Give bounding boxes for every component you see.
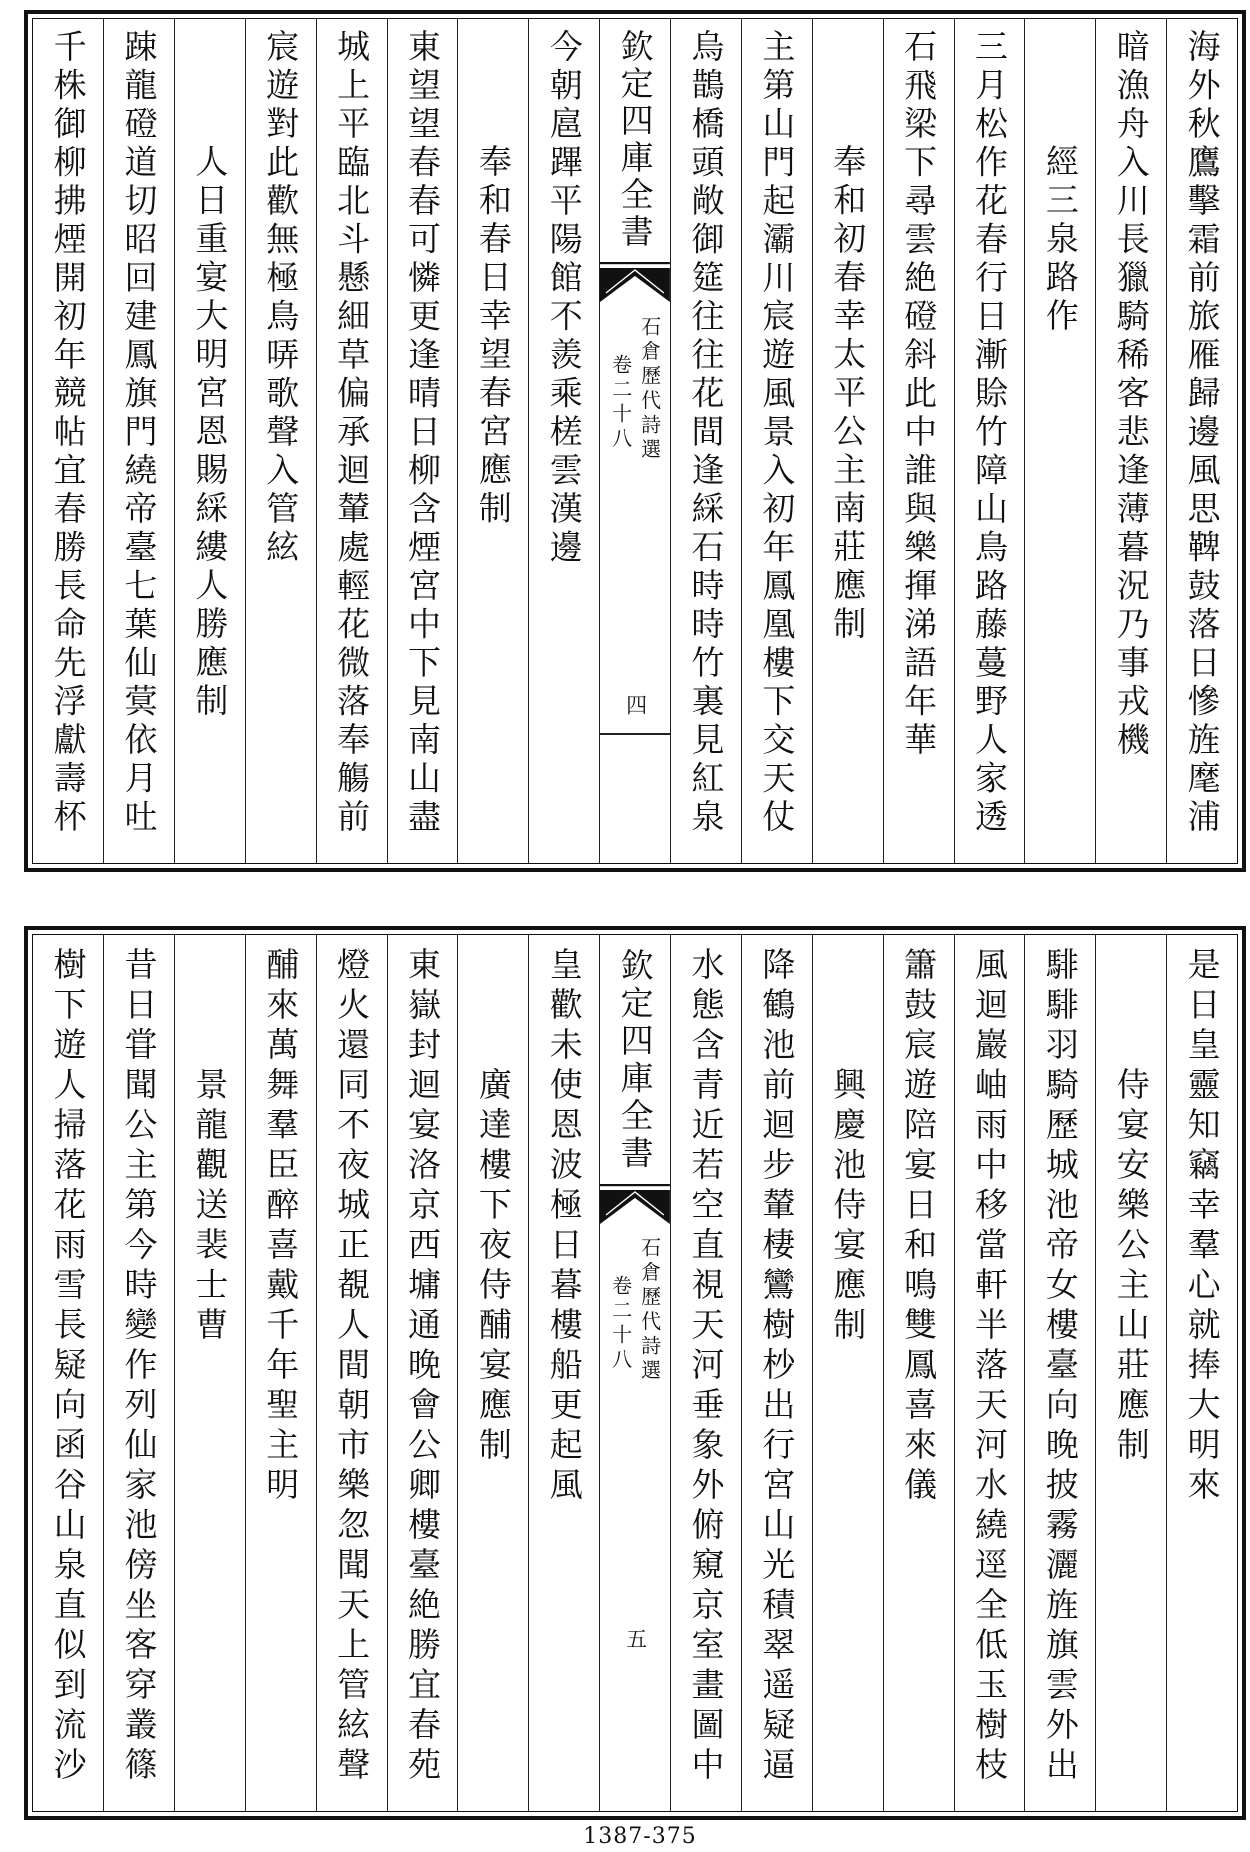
- center-column: [599, 19, 670, 863]
- collection-title: 石倉歷代詩選: [637, 1237, 662, 1384]
- verse-line: 城上平臨北斗懸細草偏承迴輦處輕花微落奉觴前: [332, 29, 372, 838]
- text-column: [316, 19, 387, 863]
- poem-title: 奉和初春幸太平公主南莊應制: [828, 144, 868, 645]
- upper-folio-frame: [32, 18, 1238, 864]
- verse-line: 騑騑羽騎歷城池帝女樓臺向晚披霧灑旌旗雲外出: [1040, 947, 1080, 1787]
- text-column: [103, 19, 174, 863]
- text-column: [457, 935, 528, 1811]
- verse-line: 東嶽封迴宴洛京西墉通晚會公卿樓臺絶勝宜春苑: [402, 947, 442, 1787]
- text-column: [670, 19, 741, 863]
- center-subtitle: [600, 316, 670, 463]
- verse-line: 樹下遊人掃落花雨雪長疑向函谷山泉直似到流沙: [48, 947, 88, 1787]
- lower-folio: [24, 926, 1246, 1820]
- text-column: [883, 935, 954, 1811]
- text-column: [1024, 19, 1095, 863]
- text-column: [883, 19, 954, 863]
- verse-line: 燈火還同不夜城正覩人間朝市樂忽聞天上管絃聲: [332, 947, 372, 1787]
- volume-label: 卷二十八: [608, 1275, 633, 1373]
- text-column: [741, 19, 812, 863]
- text-column: [387, 935, 458, 1811]
- verse-line: 今朝扈蹕平陽館不羨乘槎雲漢邊: [544, 29, 584, 568]
- fishtail-mark: [600, 262, 670, 308]
- text-column: [670, 935, 741, 1811]
- poem-title: 廣達樓下夜侍酺宴應制: [473, 1067, 513, 1467]
- verse-line: 酺來萬舞羣臣醉喜戴千年聖主明: [261, 947, 301, 1507]
- verse-line: 踈龍磴道切昭回建鳳旗門繞帝臺七葉仙蓂依月吐: [119, 29, 159, 838]
- poem-title: 人日重宴大明宮恩賜綵縷人勝應制: [190, 144, 230, 722]
- collection-title: 石倉歷代詩選: [637, 316, 662, 463]
- verse-line: 風迴巖岫雨中移當軒半落天河水繞逕全低玉樹枝: [969, 947, 1009, 1787]
- text-column: [457, 19, 528, 863]
- text-column: [316, 935, 387, 1811]
- poem-title: 興慶池侍宴應制: [828, 1067, 868, 1347]
- poem-title: 景龍觀送裴士曹: [190, 1067, 230, 1347]
- verse-line: 三月松作花春行日漸賒竹障山鳥路藤蔓野人家透: [969, 29, 1009, 838]
- center-rule: [600, 733, 670, 735]
- text-column: [1095, 19, 1166, 863]
- verse-line: 水態含青近若空直視天河垂象外俯窺京室畫圖中: [686, 947, 726, 1787]
- text-column: [174, 935, 245, 1811]
- text-column: [33, 19, 103, 863]
- page-number: 五: [623, 1628, 648, 1649]
- page-code: 1387-375: [583, 1824, 697, 1849]
- text-column: [528, 935, 599, 1811]
- text-column: [1024, 935, 1095, 1811]
- poem-title: 奉和春日幸望春宮應制: [473, 144, 513, 529]
- poem-title: 侍宴安樂公主山莊應制: [1111, 1067, 1151, 1467]
- upper-folio: [24, 10, 1246, 872]
- text-column: [174, 19, 245, 863]
- text-column: [387, 19, 458, 863]
- verse-line: 暗漁舟入川長獵騎稀客悲逢薄暮況乃事戎機: [1111, 29, 1151, 761]
- text-column: [528, 19, 599, 863]
- verse-line: 昔日甞聞公主第今時變作列仙家池傍坐客穿叢篠: [119, 947, 159, 1787]
- verse-line: 石飛梁下尋雲絶磴斜此中誰與樂揮涕語年華: [899, 29, 939, 761]
- text-column: [954, 19, 1025, 863]
- verse-line: 烏鵲橋頭敞御筵往往花間逢綵石時時竹裏見紅泉: [686, 29, 726, 838]
- verse-line: 簫鼓宸遊陪宴日和鳴雙鳳喜來儀: [899, 947, 939, 1507]
- text-column: [1166, 935, 1237, 1811]
- text-column: [812, 935, 883, 1811]
- verse-line: 主第山門起灞川宸遊風景入初年鳳凰樓下交天仗: [757, 29, 797, 838]
- text-column: [812, 19, 883, 863]
- text-column: [954, 935, 1025, 1811]
- book-title: 欽定四庫全書: [615, 29, 655, 251]
- verse-line: 千株御柳拂煙開初年競帖宜春勝長命先浮獻壽杯: [48, 29, 88, 838]
- fishtail-mark: [600, 1184, 670, 1230]
- text-column: [33, 935, 103, 1811]
- verse-line: 降鶴池前迴步輦棲鸞樹杪出行宮山光積翠遥疑逼: [757, 947, 797, 1787]
- page-number: 四: [623, 694, 648, 715]
- verse-line: 是日皇靈知竊幸羣心就捧大明來: [1182, 947, 1222, 1507]
- text-column: [741, 935, 812, 1811]
- verse-line: 海外秋鷹擊霜前旅雁歸邊風思鞞鼓落日慘旌麾浦: [1182, 29, 1222, 838]
- lower-folio-frame: [32, 934, 1238, 1812]
- center-column: [599, 935, 670, 1811]
- verse-line: 宸遊對此歡無極鳥哢歌聲入管絃: [261, 29, 301, 568]
- text-column: [1166, 19, 1237, 863]
- book-title: 欽定四庫全書: [615, 948, 655, 1173]
- text-column: [245, 935, 316, 1811]
- poem-title: 經三泉路作: [1040, 144, 1080, 337]
- text-column: [1095, 935, 1166, 1811]
- text-column: [103, 935, 174, 1811]
- verse-line: 皇歡未使恩波極日暮樓船更起風: [544, 947, 584, 1507]
- verse-line: 東望望春春可憐更逢晴日柳含煙宮中下見南山盡: [402, 29, 442, 838]
- volume-label: 卷二十八: [608, 354, 633, 452]
- center-subtitle: [600, 1237, 670, 1384]
- text-column: [245, 19, 316, 863]
